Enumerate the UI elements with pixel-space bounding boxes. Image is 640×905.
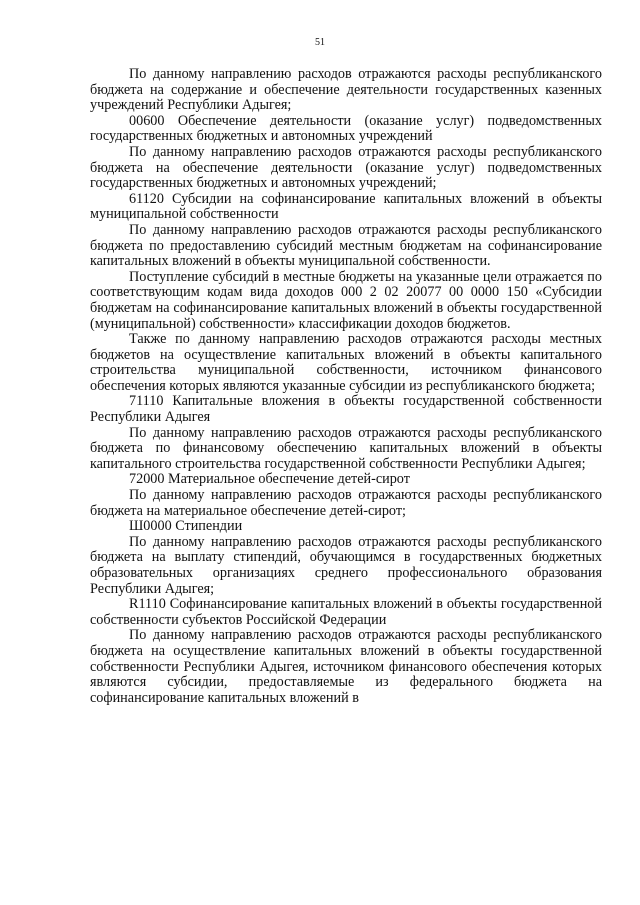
paragraph-2: По данному направлению расходов отражаются расходы республиканского бюджета на обеспечение деятельности (оказание услуг) подведомственных государственных бюджетных и автономных учреждений; <box>90 143 602 192</box>
paragraph-6: По данному направлению расходов отражаются расходы республиканского бюджета по финансовому обеспечению капитальных вложений в объекты капитального строительства государственной собственности Республики Адыгея; <box>90 424 602 472</box>
paragraph-1: По данному направлению расходов отражаются расходы республиканского бюджета на содержание и обеспечение деятельности государственных казенных учреждений Республики Адыгея; <box>90 66 602 114</box>
section-heading-sh0000: Ш0000 Стипендии <box>129 518 243 535</box>
section-heading-61120: 61120 Субсидии на софинансирование капитальных вложений в объекты муниципальной собственности <box>90 190 602 223</box>
paragraph-7: По данному направлению расходов отражаются расходы республиканского бюджета на материальное обеспечение детей-сирот; <box>90 487 602 519</box>
paragraph-9: По данному направлению расходов отражаются расходы республиканского бюджета на осуществление капитальных вложений в объекты государственной собственности Республики Адыгея, источником финансового обеспечения которых являются субсидии, предоставляемые из федерального бюджета на софинансирование капитальных вложений в <box>90 627 602 706</box>
section-heading-00600: 00600 Обеспечение деятельности (оказание услуг) подведомственных государственных бюджетных и автономных учреждений <box>90 112 602 145</box>
section-heading-71110: 71110 Капитальные вложения в объекты государственной собственности Республики Адыгея <box>90 393 602 426</box>
paragraph-3: По данному направлению расходов отражаются расходы республиканского бюджета по предоставлению субсидий местным бюджетам на софинансирование капитальных вложений в объекты муниципальной собственности. <box>90 221 602 270</box>
page-number: 51 <box>315 37 325 48</box>
paragraph-8: По данному направлению расходов отражаются расходы республиканского бюджета на выплату стипендий, обучающимся в государственных бюджетных образовательных организациях среднего профессионального образования Республики Адыгея; <box>90 533 602 597</box>
section-heading-72000: 72000 Материальное обеспечение детей-сирот <box>129 471 410 488</box>
document-body <box>90 67 602 706</box>
paragraph-5: Также по данному направлению расходов отражаются расходы местных бюджетов на осуществление капитальных вложений в объекты капитального строительства муниципальной собственности, источником финансового обеспечения которых являются указанные субсидии из республиканского бюджета; <box>90 331 602 394</box>
paragraph-4: Поступление субсидий в местные бюджеты на указанные цели отражается по соответствующим кодам вида доходов 000 2 02 20077 00 0000 150 «Субсидии бюджетам на софинансирование капитальных вложений в объекты государственной (муниципальной) собственности» классификации доходов бюджетов. <box>90 268 602 332</box>
section-heading-r1110: R1110 Софинансирование капитальных вложений в объекты государственной собственности субъектов Российской Федерации <box>90 596 602 628</box>
